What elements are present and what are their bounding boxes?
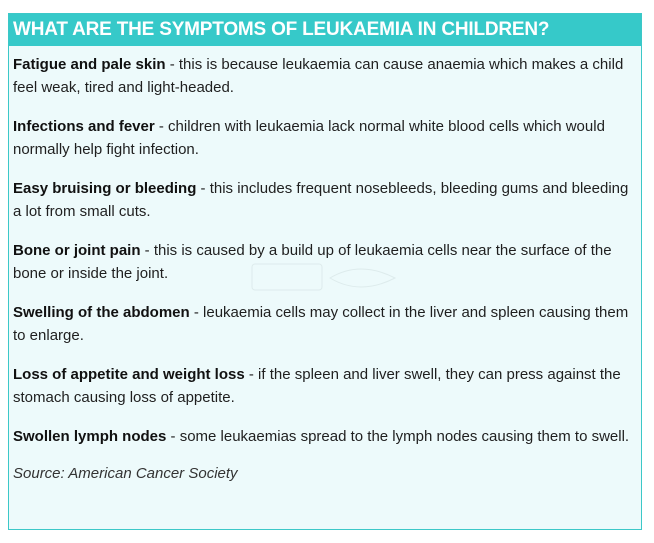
watermark-logo	[250, 258, 400, 298]
symptom-item	[13, 425, 635, 448]
symptom-term: Swelling of the abdomen	[13, 304, 190, 321]
symptom-description: - some leukaemias spread to the lymph nodes causing them to swell.	[166, 428, 630, 445]
symptom-item	[13, 177, 635, 223]
symptom-description: - leukaemia cells may collect in the liver and spleen causing them to enlarge.	[13, 304, 629, 344]
symptom-description: - this is caused by a build up of leukaemia cells near the surface of the bone or inside the joint.	[13, 242, 612, 282]
symptom-term: Loss of appetite and weight loss	[13, 366, 245, 383]
symptom-item	[13, 115, 635, 161]
symptom-description: - if the spleen and liver swell, they can press against the stomach causing loss of appetite.	[13, 366, 621, 406]
symptom-item	[13, 53, 635, 99]
symptom-description: - this includes frequent nosebleeds, bleeding gums and bleeding a lot from small cuts.	[13, 180, 629, 220]
symptom-term: Fatigue and pale skin	[13, 56, 166, 73]
symptom-term: Swollen lymph nodes	[13, 428, 167, 445]
symptom-item	[13, 363, 635, 409]
symptom-description: - this is because leukaemia can cause anaemia which makes a child feel weak, tired and light-headed.	[13, 56, 624, 96]
source-credit: Source: American Cancer Society	[13, 465, 238, 482]
symptom-item	[13, 301, 635, 347]
symptom-term: Bone or joint pain	[13, 242, 141, 259]
infobox-title: WHAT ARE THE SYMPTOMS OF LEUKAEMIA IN CHILDREN?	[9, 14, 641, 46]
symptom-description: - children with leukaemia lack normal white blood cells which would normally help fight infection.	[13, 118, 605, 158]
symptom-term: Infections and fever	[13, 118, 155, 135]
symptom-term: Easy bruising or bleeding	[13, 180, 197, 197]
